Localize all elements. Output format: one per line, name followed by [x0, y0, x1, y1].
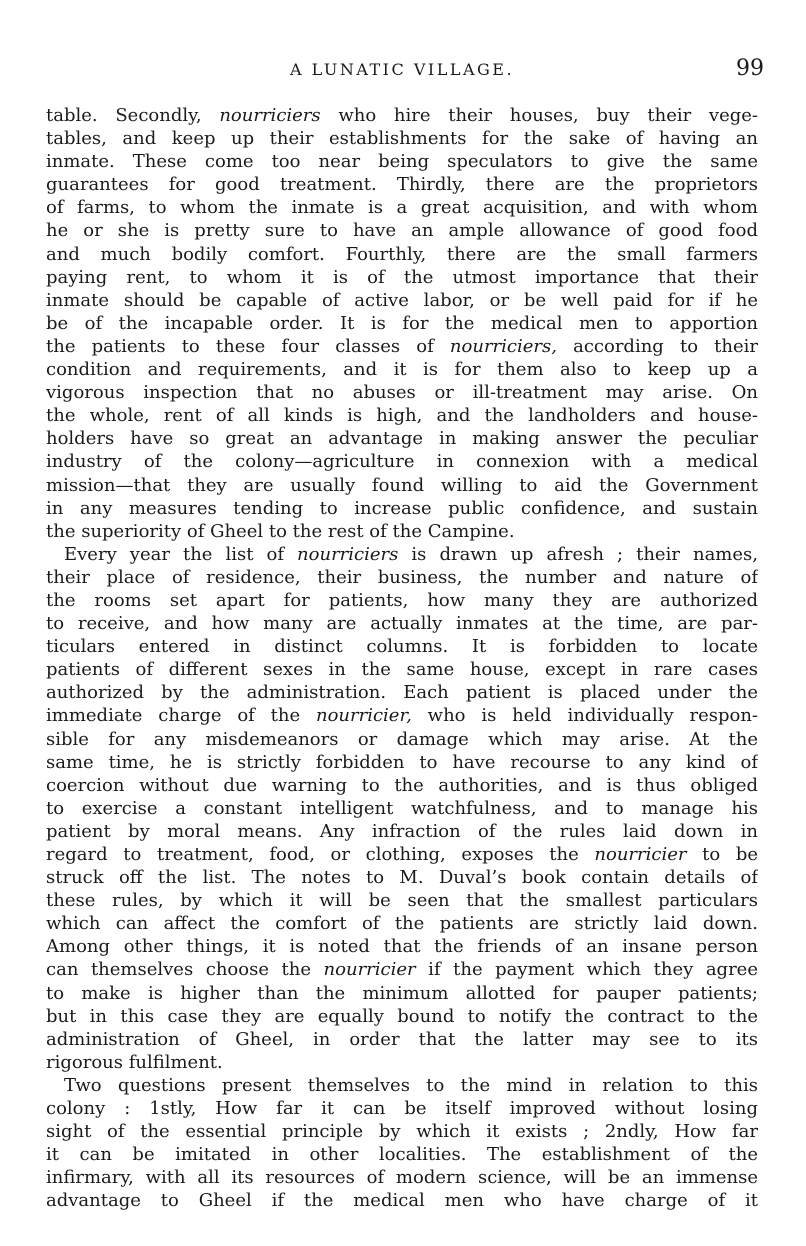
text-line — [46, 219, 758, 242]
text-line — [46, 1189, 758, 1212]
text-line — [46, 681, 758, 704]
text-line — [46, 404, 758, 427]
text-run: can themselves choose the — [46, 959, 324, 981]
text-line — [46, 912, 758, 935]
text-run: to be — [686, 844, 758, 865]
text-run: which can affect the comfort of the patients are strictly laid down. — [46, 913, 758, 935]
text-line — [46, 381, 758, 404]
text-line — [46, 312, 758, 335]
text-run: same time, he is strictly forbidden to have recourse to any kind of — [46, 751, 758, 773]
text-line — [46, 1051, 758, 1074]
text-run: condition and requirements, and it is for them also to keep up a — [46, 359, 758, 381]
text-run: sight of the essential principle by which it exists ; 2ndly, How far — [46, 1121, 758, 1143]
text-line — [46, 612, 758, 635]
text-line — [46, 358, 758, 381]
text-line — [46, 474, 758, 497]
text-line — [46, 266, 758, 289]
text-line — [46, 173, 758, 196]
text-run: ticulars entered in distinct columns. It is forbidden to locate — [46, 636, 758, 658]
text-run: holders have so great an advantage in making answer the peculiar — [46, 428, 758, 450]
text-run: who is held individually respon- — [411, 705, 758, 727]
text-run: rigorous fulfilment. — [46, 1051, 223, 1073]
running-header — [40, 56, 764, 84]
italic-term: nourriciers — [219, 105, 321, 126]
italic-term: nourricier — [594, 844, 687, 865]
text-run: to make is higher than the minimum allotted for pauper patients; — [46, 982, 758, 1004]
text-line — [46, 820, 758, 843]
text-line — [46, 751, 758, 774]
text-run: patients of different sexes in the same house, except in rare cases — [46, 659, 758, 681]
text-line — [46, 1005, 758, 1028]
text-line — [46, 150, 758, 173]
text-run: advantage to Gheel if the medical men who have charge of it — [46, 1190, 758, 1212]
text-run: be of the incapable order. It is for the medical men to apportion — [46, 312, 758, 334]
text-line — [46, 589, 758, 612]
text-run: vigorous inspection that no abuses or ill-treatment may arise. On — [46, 382, 758, 404]
text-line — [46, 843, 758, 866]
text-line — [46, 958, 758, 981]
running-title: A LUNATIC VILLAGE. — [289, 60, 515, 79]
text-run: colony : 1stly, How far it can be itself improved without losing — [46, 1098, 758, 1120]
text-line — [46, 497, 758, 520]
text-run: authorized by the administration. Each patient is placed under the — [46, 682, 758, 704]
text-run: according to their — [556, 335, 758, 357]
text-run: is drawn up afresh ; their names, — [398, 543, 758, 565]
text-run: industry of the colony—agriculture in connexion with a medical — [46, 451, 758, 473]
text-line — [46, 289, 758, 312]
text-line — [46, 566, 758, 589]
text-run: the patients to these four classes of — [46, 335, 450, 357]
text-line — [46, 427, 758, 450]
text-line — [46, 520, 758, 543]
body-text — [46, 104, 758, 1213]
text-run: Two questions present themselves to the mind in relation to this — [64, 1074, 758, 1096]
text-run: these rules, by which it will be seen that the smallest particulars — [46, 890, 758, 912]
text-run: to exercise a constant intelligent watchfulness, and to manage his — [46, 797, 758, 819]
text-run: it can be imitated in other localities. The establishment of the — [46, 1144, 758, 1166]
text-run: the superiority of Gheel to the rest of the Campine. — [46, 520, 515, 542]
text-line — [46, 127, 758, 150]
italic-term: nourricier, — [315, 705, 412, 727]
text-line — [46, 104, 758, 127]
text-run: the whole, rent of all kinds is high, and the landholders and house- — [46, 405, 758, 427]
text-line — [46, 728, 758, 751]
text-run: inmate should be capable of active labor, or be well paid for if he — [46, 289, 758, 311]
text-line — [46, 1097, 758, 1120]
text-run: and much bodily comfort. Fourthly, there are the small farmers — [46, 243, 758, 265]
text-run: inmate. These come too near being speculators to give the same — [46, 151, 758, 173]
text-line — [46, 658, 758, 681]
text-run: but in this case they are equally bound to notify the contract to the — [46, 1005, 758, 1027]
text-line — [46, 982, 758, 1005]
text-run: infirmary, with all its resources of modern science, will be an immense — [46, 1167, 758, 1189]
text-run: tables, and keep up their establishments for the sake of having an — [46, 128, 758, 150]
text-run: he or she is pretty sure to have an ample allowance of good food — [46, 220, 758, 242]
text-run: Every year the list of — [64, 543, 298, 565]
text-line — [46, 704, 758, 727]
text-line — [46, 1074, 758, 1097]
text-run: in any measures tending to increase public confidence, and sustain — [46, 497, 758, 519]
text-line — [46, 866, 758, 889]
text-run: coercion without due warning to the authorities, and is thus obliged — [46, 774, 758, 796]
text-line — [46, 1120, 758, 1143]
italic-term: nourriciers — [297, 543, 399, 565]
text-run: patient by moral means. Any infraction of the rules laid down in — [46, 820, 758, 842]
text-run: administration of Gheel, in order that the latter may see to its — [46, 1028, 758, 1050]
text-line — [46, 543, 758, 566]
text-run: Among other things, it is noted that the friends of an insane person — [46, 936, 758, 958]
text-run: if the payment which they agree — [415, 959, 758, 981]
text-line — [46, 797, 758, 820]
text-run: regard to treatment, food, or clothing, exposes the — [46, 844, 595, 865]
text-line — [46, 1028, 758, 1051]
text-line — [46, 196, 758, 219]
text-line — [46, 243, 758, 266]
text-line — [46, 1166, 758, 1189]
text-run: who hire their houses, buy their vege- — [320, 105, 758, 126]
text-run: of farms, to whom the inmate is a great acquisition, and with whom — [46, 197, 758, 219]
text-line — [46, 335, 758, 358]
italic-term: nourricier — [323, 959, 416, 981]
text-line — [46, 889, 758, 912]
text-run: struck off the list. The notes to M. Duval’s book contain details of — [46, 867, 758, 889]
italic-term: nourriciers, — [449, 335, 557, 357]
text-line — [46, 935, 758, 958]
text-run: to receive, and how many are actually inmates at the time, are par- — [46, 613, 758, 635]
text-run: their place of residence, their business, the number and nature of — [46, 566, 758, 588]
page-number: 99 — [736, 56, 764, 81]
text-run: the rooms set apart for patients, how many they are authorized — [46, 589, 758, 611]
text-line — [46, 1143, 758, 1166]
text-run: immediate charge of the — [46, 705, 316, 727]
text-run: guarantees for good treatment. Thirdly, there are the proprietors — [46, 174, 758, 196]
text-line — [46, 774, 758, 797]
text-run: paying rent, to whom it is of the utmost importance that their — [46, 266, 758, 288]
text-line — [46, 450, 758, 473]
text-run: sible for any misdemeanors or damage which may arise. At the — [46, 728, 758, 750]
text-run: mission—that they are usually found willing to aid the Government — [46, 474, 758, 496]
text-line — [46, 635, 758, 658]
text-run: table. Secondly, — [46, 105, 220, 126]
